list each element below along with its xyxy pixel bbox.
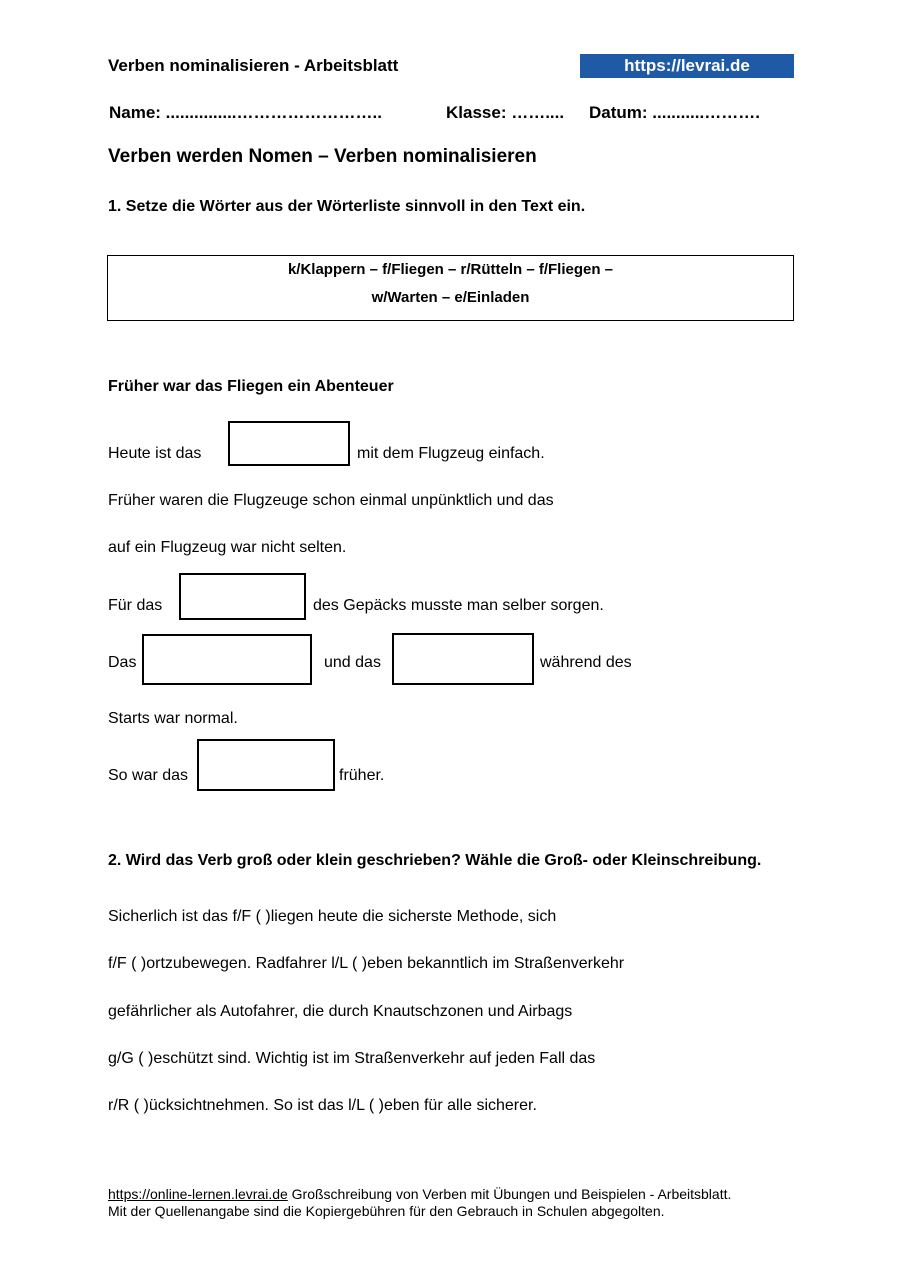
task2-line-2: f/F ( )ortzubewegen. Radfahrer l/L ( )eben bekanntlich im Straßenverkehr [108,955,625,972]
answer-box-5[interactable] [197,739,335,791]
footer-line-1 [108,1186,731,1202]
answer-box-2[interactable] [179,573,306,620]
site-url-badge[interactable]: https://levrai.de [580,54,794,78]
task2-line-4: g/G ( )eschützt sind. Wichtig ist im Straßenverkehr auf jeden Fall das [108,1050,596,1067]
sentence-1-end: mit dem Flugzeug einfach. [357,445,545,462]
task2-instruction: 2. Wird das Verb groß oder klein geschrieben? Wähle die Groß- oder Kleinschreibung. [108,852,762,869]
sentence-2: Früher waren die Flugzeuge schon einmal unpünktlich und das [108,492,554,509]
worksheet-title: Verben nominalisieren - Arbeitsblatt [108,56,399,75]
footer-link[interactable]: https://online-lernen.levrai.de [108,1186,288,1202]
sentence-5-middle: und das [324,654,381,671]
sentence-7-end: früher. [339,767,385,784]
word-list-box [107,255,794,321]
sentence-5-end: während des [540,654,632,671]
word-list-line-2: w/Warten – e/Einladen [371,289,530,306]
klasse-field[interactable]: Klasse: …….... [446,103,565,122]
sentence-4-end: des Gepäcks musste man selber sorgen. [313,597,604,614]
task1-instruction: 1. Setze die Wörter aus der Wörterliste sinnvoll in den Text ein. [108,198,586,215]
text-title: Früher war das Fliegen ein Abenteuer [108,378,394,395]
task2-line-3: gefährlicher als Autofahrer, die durch Knautschzonen und Airbags [108,1003,573,1020]
sentence-3: auf ein Flugzeug war nicht selten. [108,539,347,556]
answer-box-1[interactable] [228,421,350,466]
sentence-1-start: Heute ist das [108,445,202,462]
task2-line-5: r/R ( )ücksichtnehmen. So ist das l/L ( )eben für alle sicherer. [108,1097,537,1114]
sentence-6: Starts war normal. [108,710,238,727]
page-title: Verben werden Nomen – Verben nominalisieren [108,146,537,167]
footer-line-2: Mit der Quellenangabe sind die Kopiergebühren für den Gebrauch in Schulen abgegolten. [108,1203,665,1219]
footer-description: Großschreibung von Verben mit Übungen und Beispielen - Arbeitsblatt. [287,1186,732,1202]
answer-box-3[interactable] [142,634,312,685]
answer-box-4[interactable] [392,633,534,685]
task2-line-1: Sicherlich ist das f/F ( )liegen heute die sicherste Methode, sich [108,908,557,925]
sentence-7-start: So war das [108,767,189,784]
word-list-line-1: k/Klappern – f/Fliegen – r/Rütteln – f/Fliegen – [287,261,614,278]
datum-field[interactable]: Datum: ...........………. [589,103,760,122]
sentence-5-start: Das [108,654,137,671]
sentence-4-start: Für das [108,597,163,614]
name-field[interactable]: Name: ...............…………………….. [109,103,382,122]
